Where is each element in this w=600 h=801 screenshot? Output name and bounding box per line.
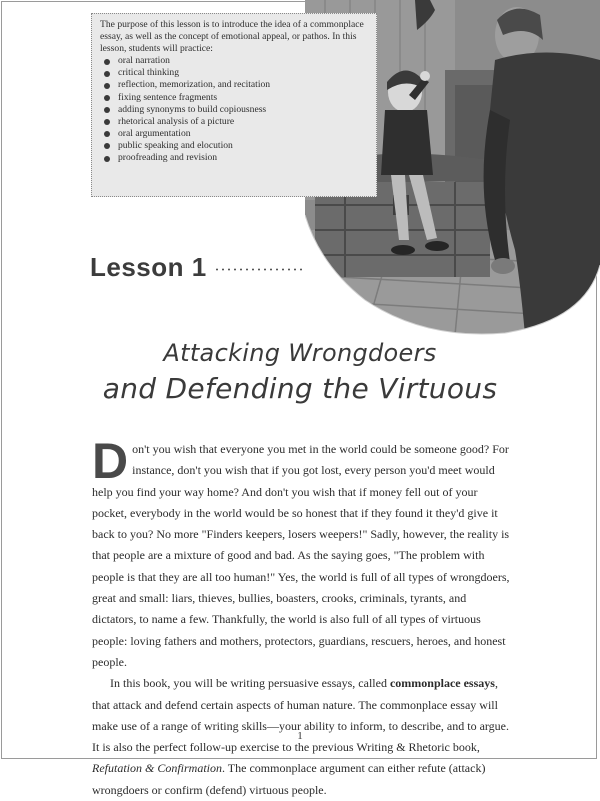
bullet-icon (104, 59, 110, 65)
bullet-icon (104, 71, 110, 77)
objective-text: public speaking and elocution (118, 139, 233, 151)
objective-text: adding synonyms to build copiousness (118, 103, 267, 115)
list-item (100, 140, 368, 152)
list-item (100, 92, 368, 104)
list-item (100, 104, 368, 116)
title-line-1: Attacking Wrongdoers (163, 339, 437, 367)
bullet-icon (104, 119, 110, 125)
objectives-intro: The purpose of this lesson is to introduce the idea of a commonplace essay, as well as the concept of emotional appeal, or pathos. In this lesson, students will practice: (100, 19, 364, 55)
paragraph-1-text: on't you wish that everyone you met in the world could be someone good? For instance, don't you wish that if you got lost, every person you'd meet would help you find your way home? And don't you wish that if money fell out of your pocket, everybody in the world would be so honest that if they found it they'd give it back to you? No more "Finders keepers, losers weepers!" Sadly, however, the reality is that people are a mixture of good and bad. As the saying goes, "The problem with people is that they are all too human!" Yes, the world is full of all types of wrongdoers, great and small: liars, thieves, bullies, boasters, crooks, criminals, tyrants, and dictators, to name a few. Thankfully, the world is also full of all types of virtuous people: loving fathers and mothers, protectors, guardians, rescuers, heroes, and honest people. (92, 442, 510, 669)
objective-text: rhetorical analysis of a picture (118, 115, 235, 127)
paragraph-1 (92, 433, 510, 673)
objective-text: reflection, memorization, and recitation (118, 79, 271, 91)
list-item (100, 128, 368, 140)
page-number: 1 (297, 730, 303, 742)
paragraph-2-text-c: , that attack and defend certain aspects of human nature. The commonplace essay will make use of a range of writing skills—your ability to inform, to describe, and to argue. It is also the perfect follow-up exercise to the previous Writing & Rhetoric book, (92, 676, 510, 755)
book-title: Refutation & Confirmation (92, 761, 223, 776)
paragraph-2-text-e: . The commonplace argument can either refute (attack) wrongdoers or confirm (defend) virtuous people. (92, 761, 486, 797)
objectives-list (100, 55, 368, 164)
bullet-icon (104, 107, 110, 113)
lesson-objectives-box (91, 13, 377, 197)
drop-cap: D (92, 433, 129, 489)
objective-text: oral argumentation (118, 127, 191, 139)
bullet-icon (104, 131, 110, 137)
list-item (100, 152, 368, 164)
bullet-icon (104, 143, 110, 149)
body-text (92, 433, 510, 801)
list-item (100, 79, 368, 91)
lesson-heading: Lesson 1 (90, 252, 207, 282)
objective-text: proofreading and revision (118, 152, 218, 164)
lesson-heading-dots (214, 268, 306, 271)
paragraph-2-text-a: In this book, you will be writing persuasive essays, called (110, 676, 390, 691)
objective-text: fixing sentence fragments (118, 91, 218, 103)
list-item (100, 55, 368, 67)
objective-text: critical thinking (118, 67, 180, 79)
list-item (100, 116, 368, 128)
objective-text: oral narration (118, 55, 170, 67)
bullet-icon (104, 83, 110, 89)
lesson-title (90, 336, 510, 408)
bullet-icon (104, 95, 110, 101)
bullet-icon (104, 156, 110, 162)
list-item (100, 67, 368, 79)
title-line-2: and Defending the Virtuous (102, 372, 498, 405)
term-commonplace-essays: commonplace essays (389, 676, 495, 691)
